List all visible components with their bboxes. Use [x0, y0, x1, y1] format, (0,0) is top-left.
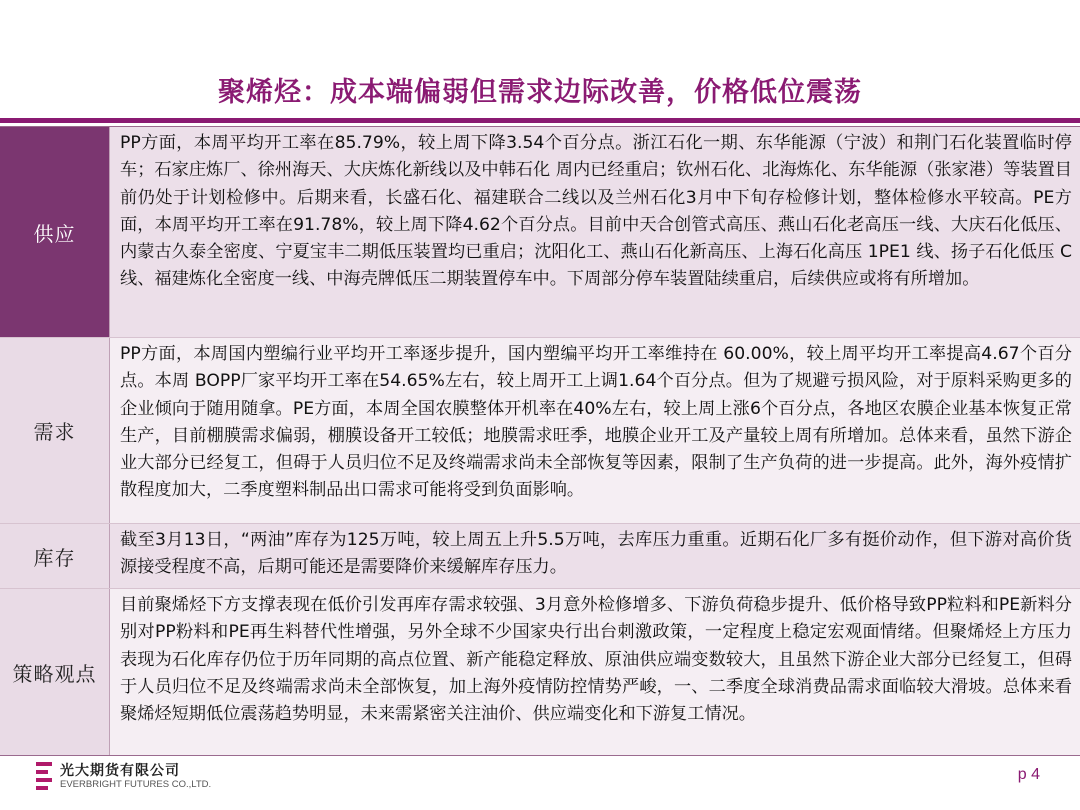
row-label-supply: 供应 — [0, 127, 109, 337]
table-row-inventory — [0, 524, 1080, 589]
title-divider — [0, 118, 1080, 123]
page-title: 聚烯烃：成本端偏弱但需求边际改善，价格低位震荡 — [218, 77, 862, 108]
row-text-supply: PP方面，本周平均开工率在85.79%，较上周下降3.54个百分点。浙江石化一期、东华能源（宁波）和荆门石化装置临时停车；石家庄炼厂、徐州海天、大庆炼化新线以及中韩石化 周内已经重启；钦州石化、北海炼化、东华能源（张家港）等装置目前仍处于计划检修中。后期来看，长盛石化、福建联合二线以及兰州石化3月中下旬存检修计划，整体检修水平较高。PE方面，本周平均开工率在91.78%，较上周下降4.62个百分点。目前中天合创管式高压、燕山石化老高压一线、大庆石化低压、内蒙古久泰全密度、宁夏宝丰二期低压装置均已重启；沈阳化工、燕山石化新高压、上海石化高压 1PE1 线、扬子石化低压 C 线、福建炼化全密度一线、中海壳牌低压二期装置停车中。下周部分停车装置陆续重启，后续供应或将有所增加。 — [109, 127, 1080, 337]
company-logo-icon — [36, 762, 52, 790]
table-row-demand — [0, 338, 1080, 524]
summary-table — [0, 126, 1080, 756]
company-name-en: EVERBRIGHT FUTURES CO.,LTD. — [60, 779, 212, 790]
row-text-demand: PP方面，本周国内塑编行业平均开工率逐步提升，国内塑编平均开工率维持在 60.00%，较上周平均开工率提高4.67个百分点。本周 BOPP厂家平均开工率在54.65%左右，较上周开工上调1.64个百分点。但为了规避亏损风险，对于原料采购更多的企业倾向于随用随拿。PE方面，本周全国农膜整体开机率在40%左右，较上周上涨6个百分点，各地区农膜企业基本恢复正常生产，目前棚膜需求偏弱，棚膜设备开工较低；地膜需求旺季，地膜企业开工及产量较上周有所增加。总体来看，虽然下游企业大部分已经复工，但碍于人员归位不足及终端需求尚未全部恢复等因素，限制了生产负荷的进一步提高。此外，海外疫情扩散程度加大，二季度塑料制品出口需求可能将受到负面影响。 — [109, 338, 1080, 523]
row-label-inventory: 库存 — [0, 524, 109, 588]
page-number: p 4 — [1017, 766, 1040, 783]
company-name-cn: 光大期货有限公司 — [60, 763, 180, 779]
table-row-strategy — [0, 589, 1080, 755]
row-text-inventory: 截至3月13日，“两油”库存为125万吨，较上周五上升5.5万吨，去库压力重重。近期石化厂多有挺价动作，但下游对高价货源接受程度不高，后期可能还是需要降价来缓解库存压力。 — [109, 524, 1080, 588]
row-label-strategy: 策略观点 — [0, 589, 109, 755]
row-label-demand: 需求 — [0, 338, 109, 523]
company-logo — [36, 760, 256, 794]
table-row-supply — [0, 127, 1080, 338]
row-text-strategy: 目前聚烯烃下方支撑表现在低价引发再库存需求较强、3月意外检修增多、下游负荷稳步提升、低价格导致PP粒料和PE新料分别对PP粉料和PE再生料替代性增强，另外全球不少国家央行出台刺激政策，一定程度上稳定宏观面情绪。但聚烯烃上方压力表现为石化库存仍位于历年同期的高点位置、新产能稳定释放、原油供应端变数较大，且虽然下游企业大部分已经复工，但碍于人员归位不足及终端需求尚未全部恢复，加上海外疫情防控情势严峻，一、二季度全球消费品需求面临较大滑坡。总体来看聚烯烃短期低位震荡趋势明显，未来需紧密关注油价、供应端变化和下游复工情况。 — [109, 589, 1080, 755]
